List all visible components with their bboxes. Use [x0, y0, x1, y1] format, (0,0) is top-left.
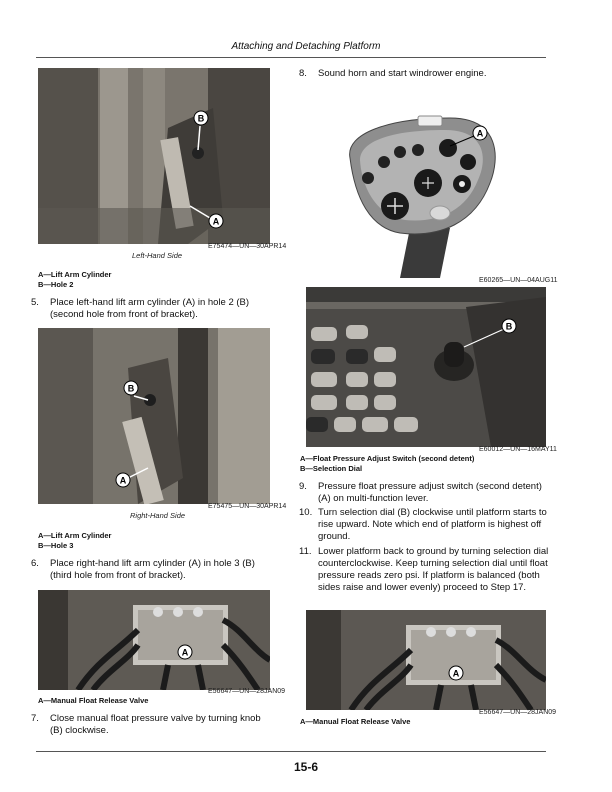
step-8: 8. Sound horn and start windrower engine. — [299, 68, 487, 79]
photo-manual-float-valve — [38, 590, 270, 690]
photo-control-console — [306, 287, 546, 447]
callout-b — [194, 111, 208, 125]
figure-legend: A—Lift Arm Cylinder B—Hole 2 — [38, 270, 112, 289]
figure-multi-function-lever — [300, 88, 548, 278]
figure-code: E75475—UN—30APR14 — [208, 503, 287, 510]
figure-caption: Right-Hand Side — [130, 511, 186, 520]
callout-a — [449, 666, 463, 680]
figure-legend: A—Float Pressure Adjust Switch (second detent) B—Selection Dial — [300, 454, 475, 473]
photo-lift-arm-right — [38, 328, 270, 504]
callout-a — [209, 214, 223, 228]
figure-code: E56647—UN—28JAN09 — [479, 709, 557, 716]
figure-float-valve — [38, 590, 270, 690]
svg-text:B: B — [127, 383, 135, 394]
svg-text:A: A — [181, 647, 189, 658]
svg-text:A: A — [452, 668, 460, 679]
callout-a — [116, 473, 130, 487]
step-7: 7. Close manual float pressure valve by turning knob (B) clockwise. — [31, 713, 261, 736]
figure-caption: Left-Hand Side — [132, 251, 183, 260]
footer-rule — [36, 751, 546, 752]
callout-b — [502, 319, 516, 333]
photo-lift-arm-left — [38, 68, 270, 244]
figure-code: E75474—UN—30APR14 — [208, 243, 287, 250]
figure-left-hand-side — [38, 68, 270, 244]
figure-code: E56647—UN—28JAN09 — [208, 688, 286, 695]
page-number: 15-6 — [293, 760, 319, 774]
photo-manual-float-valve — [306, 610, 546, 710]
header-rule — [36, 57, 546, 58]
figure-selection-dial — [306, 287, 546, 447]
callout-a — [473, 126, 487, 140]
figure-legend: A—Manual Float Release Valve — [300, 717, 411, 726]
svg-text:B: B — [197, 113, 205, 124]
step-10: 10. Turn selection dial (B) clockwise until platform starts to rise upward. Note which end of platform is highest off ground. — [299, 507, 547, 542]
step-5: 5. Place left-hand lift arm cylinder (A) in hole 2 (B) (second hole from front of bracket). — [31, 297, 250, 320]
svg-text:B: B — [505, 321, 513, 332]
figure-float-valve-2 — [306, 610, 546, 710]
illustration-multi-function-lever — [300, 88, 548, 278]
svg-text:A: A — [476, 128, 484, 139]
figure-right-hand-side — [38, 328, 270, 504]
step-6: 6. Place right-hand lift arm cylinder (A) in hole 3 (B) (third hole from front of bracket). — [31, 558, 255, 581]
svg-text:A: A — [119, 475, 127, 486]
figure-code: E60265—UN—04AUG11 — [479, 277, 558, 284]
figure-legend: A—Lift Arm Cylinder B—Hole 3 — [38, 531, 112, 550]
figure-legend: A—Manual Float Release Valve — [38, 696, 149, 705]
page-header: Attaching and Detaching Platform — [231, 41, 381, 52]
svg-text:A: A — [212, 216, 220, 227]
callout-b — [124, 381, 138, 395]
figure-code: E60012—UN—16MAY11 — [479, 446, 557, 453]
step-9: 9. Pressure float pressure adjust switch (second detent) (A) on multi-function lever. — [299, 481, 542, 504]
step-11: 11. Lower platform back to ground by turning selection dial counterclockwise. Keep turning selection dial until float pressure reads zero psi. If platform is balanced (both sides raise and lower evenly) proceed to Step 17. — [299, 546, 549, 593]
callout-a — [178, 645, 192, 659]
